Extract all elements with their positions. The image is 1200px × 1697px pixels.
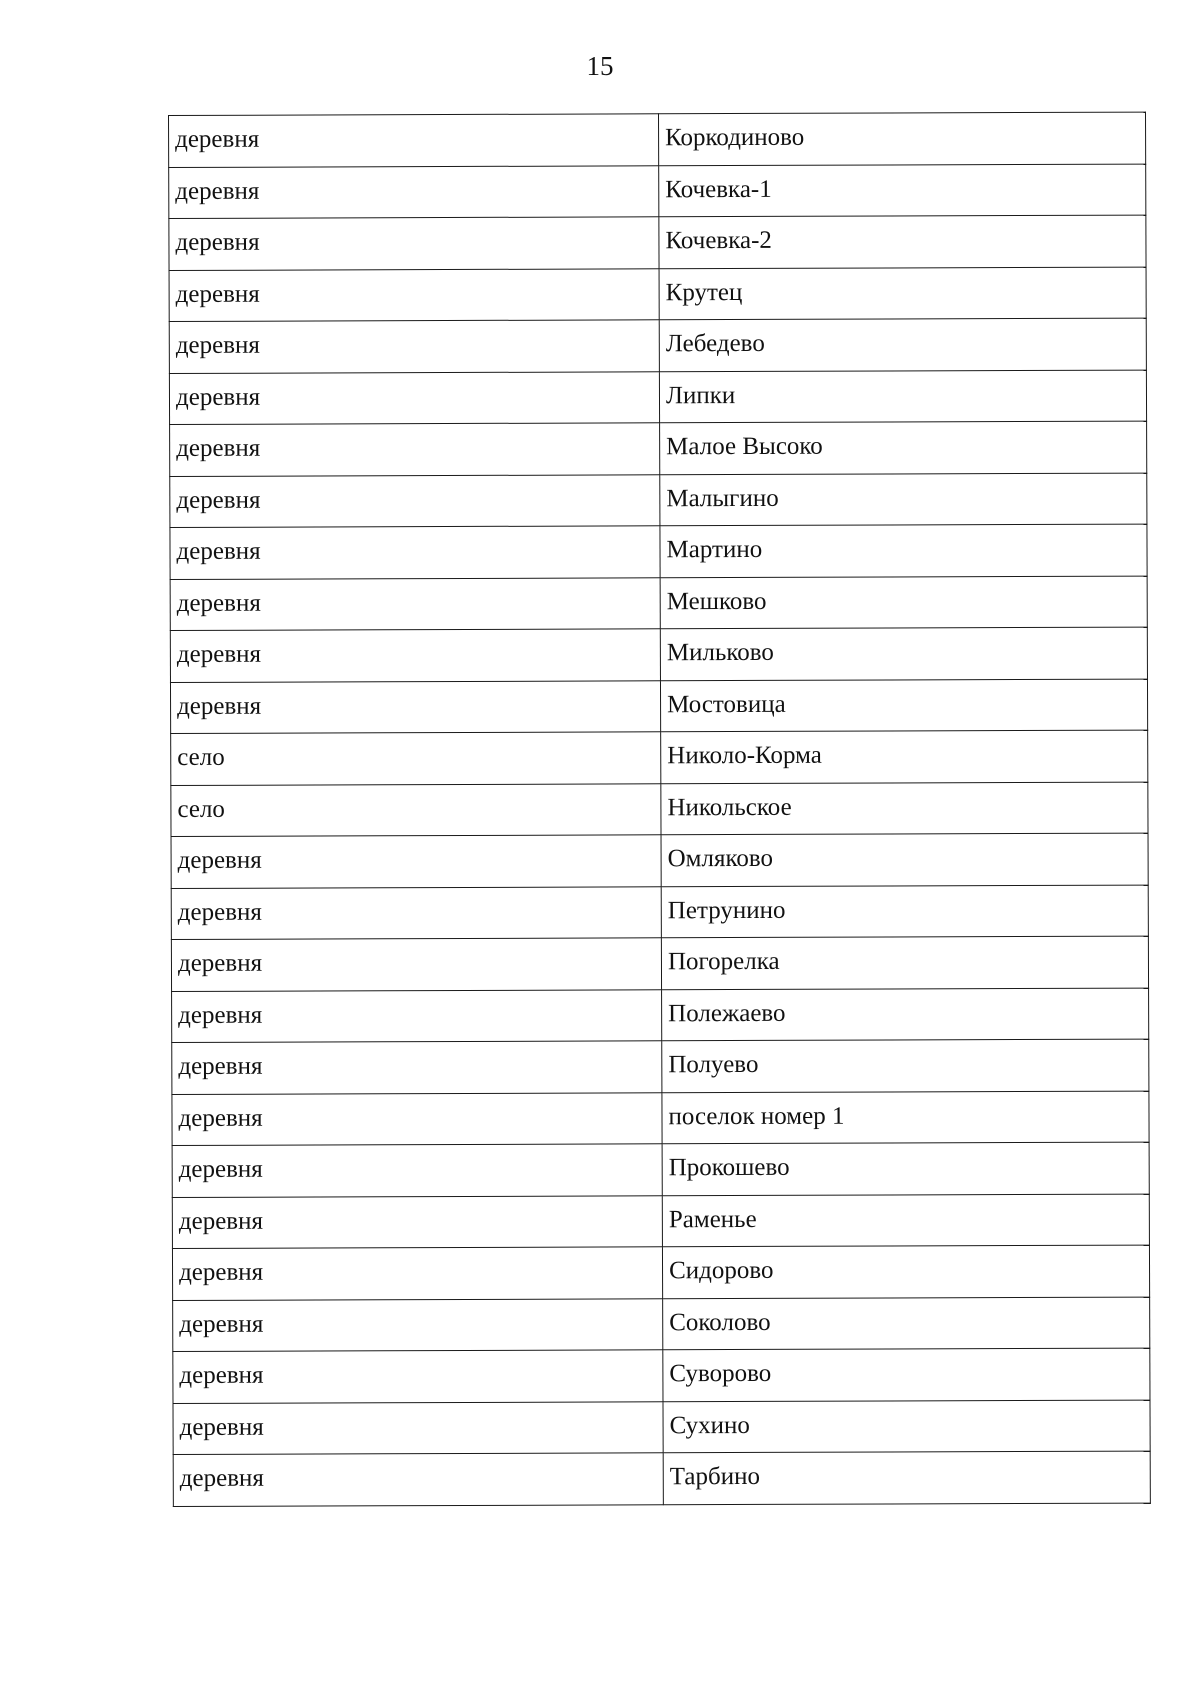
table-row [170,473,1147,528]
settlement-name-cell: Николо-Корма [661,730,1148,783]
table-row [172,1245,1149,1300]
settlement-name-cell: Лебедево [659,318,1146,371]
settlement-type-cell: деревня [169,371,659,424]
settlement-name-cell: Соколово [663,1297,1150,1350]
settlement-type-cell: деревня [170,474,660,527]
table-row [170,627,1147,682]
settlement-type-cell: деревня [169,165,659,218]
settlement-type-cell: деревня [172,989,662,1042]
table-row [173,1348,1150,1403]
settlement-type-cell: деревня [173,1401,663,1454]
settlements-table [168,112,1151,1507]
settlement-type-cell: деревня [170,423,660,476]
settlement-type-cell: деревня [170,526,660,579]
settlement-name-cell: Мильково [660,627,1147,680]
settlement-name-cell: Мартино [660,524,1147,577]
table-row [170,679,1147,734]
settlement-type-cell: село [171,783,661,836]
settlement-name-cell: Липки [659,370,1146,423]
table-row [170,421,1147,476]
table-row [172,1194,1149,1249]
settlements-table-body [169,112,1151,1506]
settlement-name-cell: Никольское [661,782,1148,835]
table-row [173,1297,1150,1352]
settlement-name-cell: Петрунино [661,885,1148,938]
table-row [169,112,1146,167]
table-row [173,1400,1150,1455]
settlement-type-cell: деревня [172,1247,662,1300]
settlement-name-cell: Сидорово [662,1245,1149,1298]
table-row [170,576,1147,631]
settlement-type-cell: деревня [170,629,660,682]
settlement-type-cell: деревня [169,320,659,373]
settlement-type-cell: деревня [172,1144,662,1197]
table-row [169,164,1146,219]
settlement-name-cell: Полуево [662,1039,1149,1092]
table-row [172,1091,1149,1146]
settlement-name-cell: Мешково [660,576,1147,629]
settlement-type-cell: деревня [169,268,659,321]
settlement-name-cell: Малое Высоко [660,421,1147,474]
table-row [170,524,1147,579]
table-row [169,318,1146,373]
settlement-type-cell: деревня [169,217,659,270]
page-number: 15 [586,51,614,81]
settlement-name-cell: Мостовица [660,679,1147,732]
table-row [169,267,1146,322]
settlement-type-cell: деревня [171,886,661,939]
settlement-type-cell: деревня [171,835,661,888]
settlement-name-cell: Кочевка-2 [659,215,1146,268]
settlement-type-cell: деревня [171,938,661,991]
settlement-type-cell: деревня [173,1298,663,1351]
settlement-type-cell: деревня [173,1453,663,1506]
settlement-name-cell: Малыгино [660,473,1147,526]
table-row [169,215,1146,270]
settlement-type-cell: деревня [172,1041,662,1094]
settlement-name-cell: Погорелка [661,936,1148,989]
table-row [173,1451,1150,1506]
table-row [171,936,1148,991]
settlement-type-cell: деревня [172,1195,662,1248]
table-row [172,988,1149,1043]
settlement-type-cell: деревня [169,114,659,167]
settlement-name-cell: Коркодиново [658,112,1145,165]
settlement-name-cell: поселок номер 1 [662,1091,1149,1144]
settlement-name-cell: Сухино [663,1400,1150,1453]
settlement-name-cell: Суворово [663,1348,1150,1401]
settlement-name-cell: Прокошево [662,1142,1149,1195]
settlement-name-cell: Кочевка-1 [659,164,1146,217]
table-row [171,885,1148,940]
settlement-name-cell: Полежаево [662,988,1149,1041]
settlement-name-cell: Крутец [659,267,1146,320]
settlement-name-cell: Омляково [661,833,1148,886]
table-row [171,730,1148,785]
settlement-name-cell: Тарбино [663,1451,1150,1504]
settlement-name-cell: Раменье [662,1194,1149,1247]
settlement-type-cell: деревня [173,1350,663,1403]
table-row [171,782,1148,837]
table-row [171,833,1148,888]
settlement-type-cell: деревня [172,1092,662,1145]
settlement-type-cell: деревня [170,680,660,733]
settlement-type-cell: село [171,732,661,785]
table-row [169,370,1146,425]
settlement-type-cell: деревня [170,577,660,630]
table-row [172,1142,1149,1197]
table-row [172,1039,1149,1094]
